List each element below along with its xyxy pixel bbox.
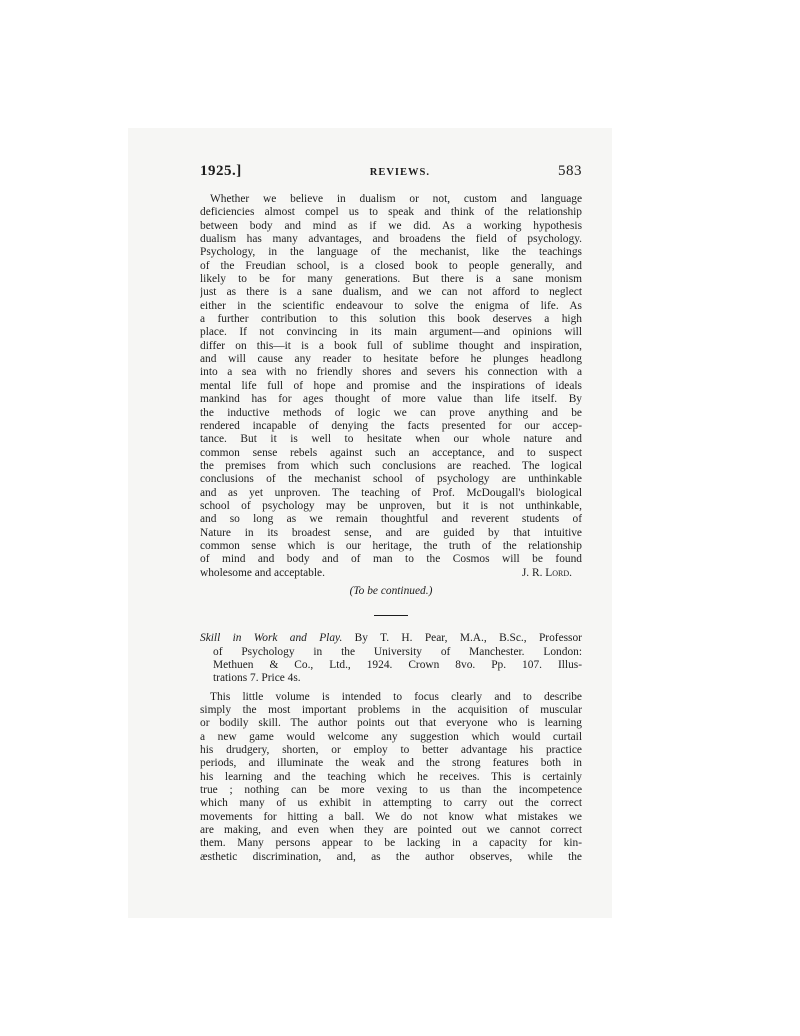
- text-line: the inductive methods of logic we can prove anything and be: [200, 406, 582, 419]
- review-body: [200, 691, 582, 864]
- text-line: and so long as we remain thoughtful and reverent students of: [200, 513, 582, 526]
- text-line: his learning and the teaching which he receives. This is certainly: [200, 770, 582, 783]
- text-line: periods, and illuminate the weak and the strong features both in: [200, 757, 582, 770]
- text-line: likely to be for many generations. But there is a sane monism: [200, 273, 582, 286]
- text-line: of mind and body and of man to the Cosmos will be found: [200, 553, 582, 566]
- book-heading-line: [200, 632, 582, 645]
- page-number: 583: [557, 163, 582, 179]
- text-line: movements for hitting a ball. We do not know what mistakes we: [200, 810, 582, 823]
- text-line: or bodily skill. The author points out that everyone who is learning: [200, 717, 582, 730]
- text-line: a further contribution to this solution this book deserves a high: [200, 313, 582, 326]
- book-author: By T. H. Pear, M.A., B.Sc., Professor: [354, 632, 582, 645]
- text-line: Whether we believe in dualism or not, custom and language: [210, 193, 582, 205]
- text-line: rendered incapable of denying the facts presented for our accep-: [200, 419, 582, 432]
- text-line: simply the most important problems in the acquisition of muscular: [200, 704, 582, 717]
- book-heading-line: Methuen & Co., Ltd., 1924. Crown 8vo. Pp. 107. Illus-: [213, 659, 582, 671]
- text-line: common sense which is our heritage, the truth of the relationship: [200, 539, 582, 552]
- text-line: mankind has for ages thought of more value than life itself. By: [200, 393, 582, 406]
- text-line: and will cause any reader to hesitate before he plunges headlong: [200, 353, 582, 366]
- signature-line: [200, 567, 582, 580]
- text-line: true ; nothing can be more vexing to us than the incompetence: [200, 784, 582, 797]
- text-line: school of psychology may be unproven, but it is not unthinkable,: [200, 499, 582, 512]
- book-heading: [200, 632, 582, 685]
- continued-note: [200, 585, 582, 598]
- text-line: of the Freudian school, is a closed book to people generally, and: [200, 259, 582, 272]
- text-line: which many of us exhibit in attempting to carry out the correct: [200, 797, 582, 810]
- text-line: common sense rebels against such an acceptance, and to suspect: [200, 446, 582, 459]
- text-line: into a sea with no friendly shores and severs his connection with a: [200, 366, 582, 379]
- text-line: and as yet unproven. The teaching of Prof. McDougall's biological: [200, 486, 582, 499]
- text-line: them. Many persons appear to be lacking in a capacity for kin-: [200, 837, 582, 850]
- text-line: deficiencies almost compel us to speak and think of the relationship: [200, 206, 582, 219]
- page: [200, 163, 582, 864]
- text-line: This little volume is intended to focus clearly and to describe: [210, 690, 582, 703]
- text-line: either in the scientific endeavour to solve the enigma of life. As: [200, 299, 582, 312]
- text-line: just as there is a sane dualism, and we can not afford to neglect: [200, 286, 582, 299]
- continued-note-text: (To be continued.): [349, 584, 433, 597]
- text-line: tance. But it is well to hesitate when our whole nature and: [200, 433, 582, 446]
- text-line: differ on this—it is a book full of sublime thought and inspiration,: [200, 339, 582, 352]
- text-line: Psychology, in the language of the mechanist, like the teachings: [200, 246, 582, 259]
- book-title: Skill in Work and Play.: [200, 632, 343, 645]
- text-line: mental life full of hope and promise and the inspirations of ideals: [200, 379, 582, 392]
- book-heading-line: trations 7. Price 4s.: [213, 672, 301, 685]
- author-signature: J. R. Lord.: [521, 566, 572, 579]
- closing-text: wholesome and acceptable.: [200, 566, 325, 579]
- running-head: [200, 163, 582, 185]
- text-line: the premises from which such conclusions are reached. The logical: [200, 459, 582, 472]
- running-head-year: 1925.]: [200, 163, 242, 179]
- running-head-section: REVIEWS.: [369, 167, 430, 178]
- section-divider: [374, 615, 408, 616]
- text-line: between body and mind as if we did. As a working hypothesis: [200, 219, 582, 232]
- text-line: æsthetic discrimination, and, as the author observes, while the: [200, 850, 582, 863]
- text-line: a new game would welcome any suggestion which would curtail: [200, 730, 582, 743]
- text-line: Nature in its broadest sense, and are guided by that intuitive: [200, 526, 582, 539]
- text-line: conclusions of the mechanist school of psychology are unthinkable: [200, 473, 582, 486]
- text-line: place. If not convincing in its main argument—and opinions will: [200, 326, 582, 339]
- text-line: his drudgery, shorten, or employ to better advantage his practice: [200, 744, 582, 757]
- text-line: dualism has many advantages, and broadens the field of psychology.: [200, 233, 582, 246]
- text-line: are making, and even when they are pointed out we cannot correct: [200, 824, 582, 837]
- book-heading-line: of Psychology in the University of Manchester. London:: [213, 645, 582, 658]
- review-continuation: [200, 193, 582, 580]
